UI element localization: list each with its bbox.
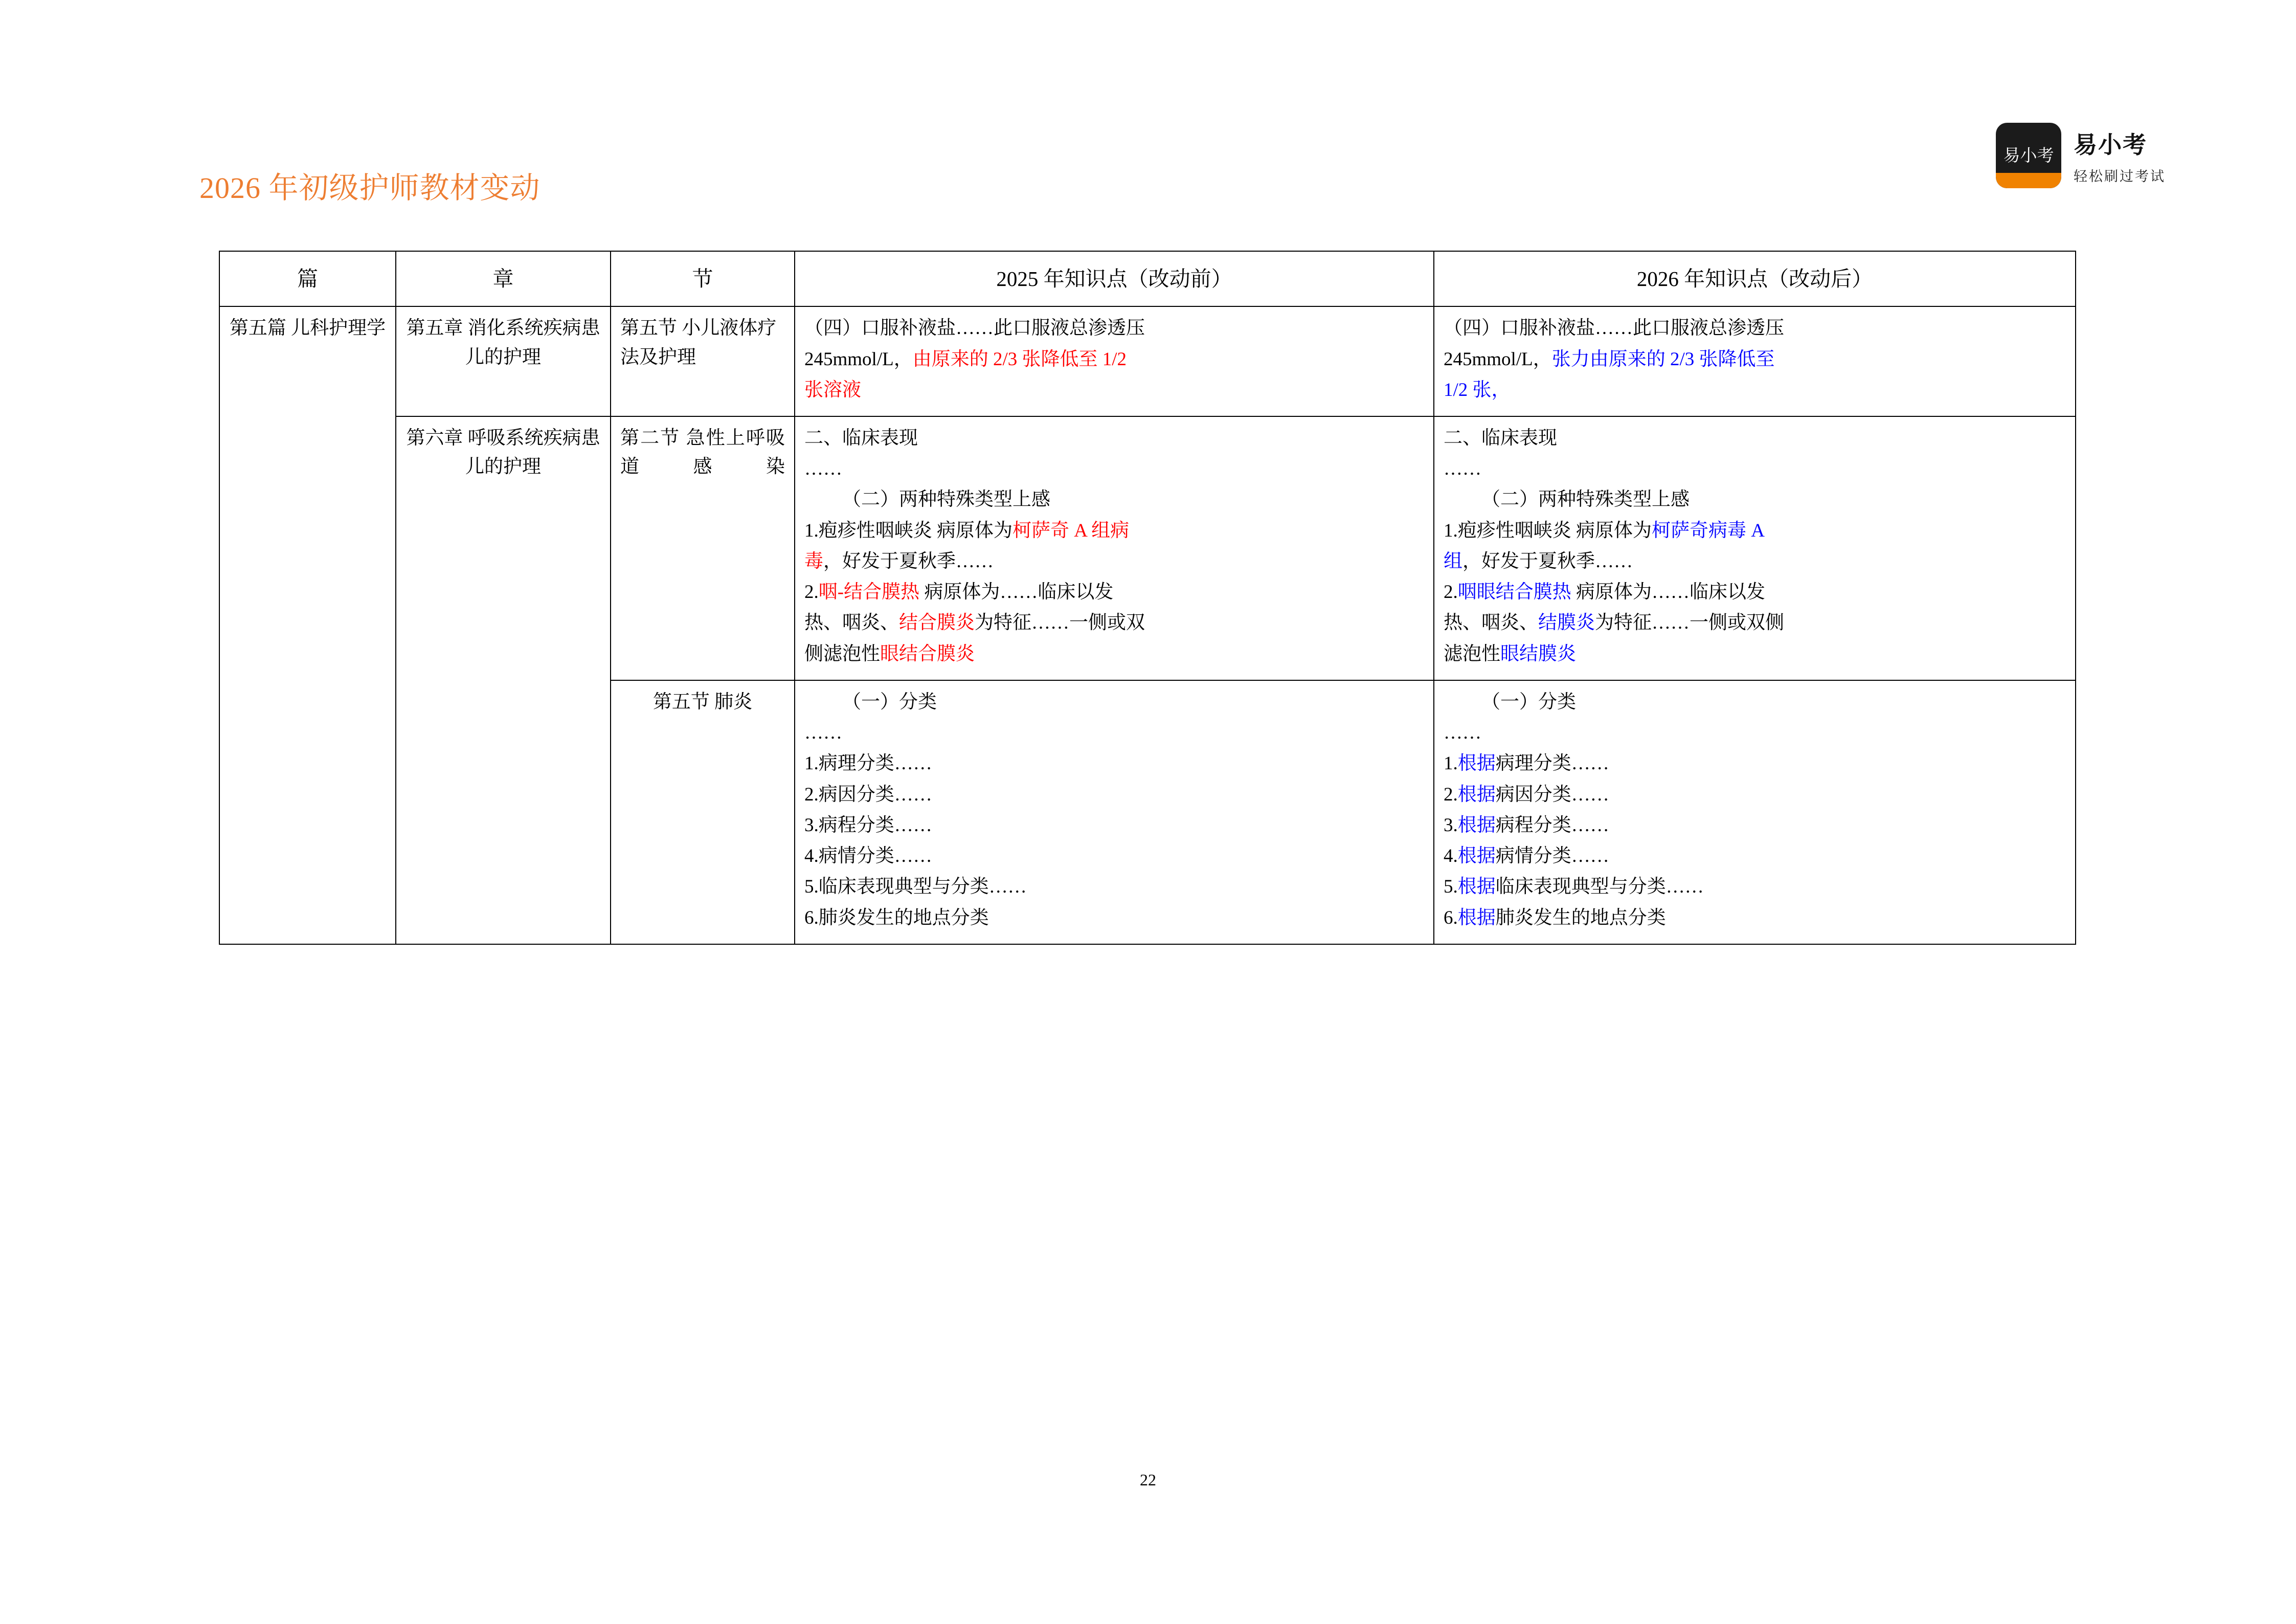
- table-row: [219, 416, 2076, 680]
- page-number: 22: [1140, 1471, 1156, 1489]
- new-r1-line1: （四）口服补液盐……此口服液总渗透压: [1444, 318, 1784, 339]
- cell-zhang-ch5: 第五章 消化系统疾病患儿的护理: [396, 306, 611, 416]
- new-r3-item: 5.根据临床表现典型与分类……: [1444, 876, 1704, 898]
- old-r2-p2: ……: [804, 458, 842, 480]
- new-r2-p2: ……: [1444, 458, 1481, 480]
- old-r3-p1: （一）分类: [842, 691, 937, 713]
- header-new: 2026 年知识点（改动后）: [1434, 251, 2076, 306]
- changes-table: [219, 251, 2076, 945]
- cell-old-r3: [795, 680, 1434, 944]
- old-r2-p1: 二、临床表现: [804, 428, 918, 449]
- new-r3-item: 2.根据病因分类……: [1444, 784, 1609, 805]
- new-r1-line3: 1/2 张，: [1444, 379, 1511, 401]
- old-r1-line2: 245mmol/L，由原来的 2/3 张降低至 1/2: [804, 348, 1127, 370]
- brand-logo-block: [1996, 123, 2166, 188]
- old-r2-p8: 侧滤泡性眼结合膜炎: [804, 643, 975, 664]
- new-r3-p1: （一）分类: [1481, 691, 1576, 713]
- cell-old-r2: [795, 416, 1434, 680]
- cell-new-r1: [1434, 306, 2076, 416]
- table-row: [219, 306, 2076, 416]
- brand-logo-icon: [1996, 123, 2061, 188]
- table-header-row: [219, 251, 2076, 306]
- new-r3-p2: ……: [1444, 722, 1481, 744]
- header-jie: 节: [611, 251, 795, 306]
- old-r3-item: 1.病理分类……: [804, 753, 932, 774]
- cell-jie-s5-text: 第五节 小儿液体疗法及护理: [620, 318, 777, 368]
- new-r2-p3: （二）两种特殊类型上感: [1481, 489, 1690, 510]
- brand-logo-text: 易小考: [2003, 145, 2054, 165]
- old-r2-p5: 毒，好发于夏秋季……: [804, 550, 994, 572]
- cell-pian: 第五篇 儿科护理学: [219, 306, 396, 944]
- header-pian: 篇: [219, 251, 396, 306]
- new-r2-p5: 组，好发于夏秋季……: [1444, 550, 1633, 572]
- old-r2-p3: （二）两种特殊类型上感: [842, 489, 1050, 510]
- new-r3-item: 1.根据病理分类……: [1444, 753, 1609, 774]
- new-r2-p8: 滤泡性眼结膜炎: [1444, 643, 1576, 664]
- old-r3-item: 4.病情分类……: [804, 846, 932, 867]
- old-r1-line3: 张溶液: [804, 379, 861, 401]
- new-r2-p1: 二、临床表现: [1444, 428, 1557, 449]
- new-r3-item: 6.根据肺炎发生的地点分类: [1444, 907, 1666, 928]
- cell-jie-s5-feiyan: 第五节 肺炎: [611, 680, 795, 944]
- old-r2-p7: 热、咽炎、结合膜炎为特征……一侧或双: [804, 612, 1145, 634]
- cell-zhang-ch6: 第六章 呼吸系统疾病患儿的护理: [396, 416, 611, 944]
- new-r3-item: 3.根据病程分类……: [1444, 814, 1609, 836]
- new-r2-p6: 2.咽眼结合膜热 病原体为……临床以发: [1444, 582, 1765, 603]
- cell-jie-s2-text: 第二节 急性上呼吸道感染: [620, 428, 785, 478]
- old-r3-item: 2.病因分类……: [804, 784, 932, 805]
- brand-slogan: 轻松刷过考试: [2074, 168, 2166, 184]
- cell-new-r3: [1434, 680, 2076, 944]
- brand-name: 易小考: [2074, 131, 2147, 158]
- page-title: 2026 年初级护师教材变动: [199, 171, 541, 205]
- cell-old-r1: [795, 306, 1434, 416]
- new-r3-item: 4.根据病情分类……: [1444, 846, 1609, 867]
- old-r2-p6: 2.咽-结合膜热 病原体为……临床以发: [804, 582, 1114, 603]
- new-r1-line2: 245mmol/L，张力由原来的 2/3 张降低至: [1444, 348, 1775, 370]
- old-r3-item: 5.临床表现典型与分类……: [804, 876, 1027, 898]
- cell-jie-s5: [611, 306, 795, 416]
- cell-new-r2: [1434, 416, 2076, 680]
- old-r2-p4: 1.疱疹性咽峡炎 病原体为柯萨奇 A 组病: [804, 520, 1130, 541]
- new-r2-p7: 热、咽炎、结膜炎为特征……一侧或双侧: [1444, 612, 1784, 634]
- old-r3-item: 3.病程分类……: [804, 814, 932, 836]
- old-r1-line1: （四）口服补液盐……此口服液总渗透压: [804, 318, 1145, 339]
- logo-swoosh: [1996, 173, 2061, 188]
- header-zhang: 章: [396, 251, 611, 306]
- brand-text-block: [2074, 126, 2166, 185]
- header-old: 2025 年知识点（改动前）: [795, 251, 1434, 306]
- cell-jie-s2: [611, 416, 795, 680]
- old-r3-p2: ……: [804, 722, 842, 744]
- old-r3-item: 6.肺炎发生的地点分类: [804, 907, 989, 928]
- new-r2-p4: 1.疱疹性咽峡炎 病原体为柯萨奇病毒 A: [1444, 520, 1765, 541]
